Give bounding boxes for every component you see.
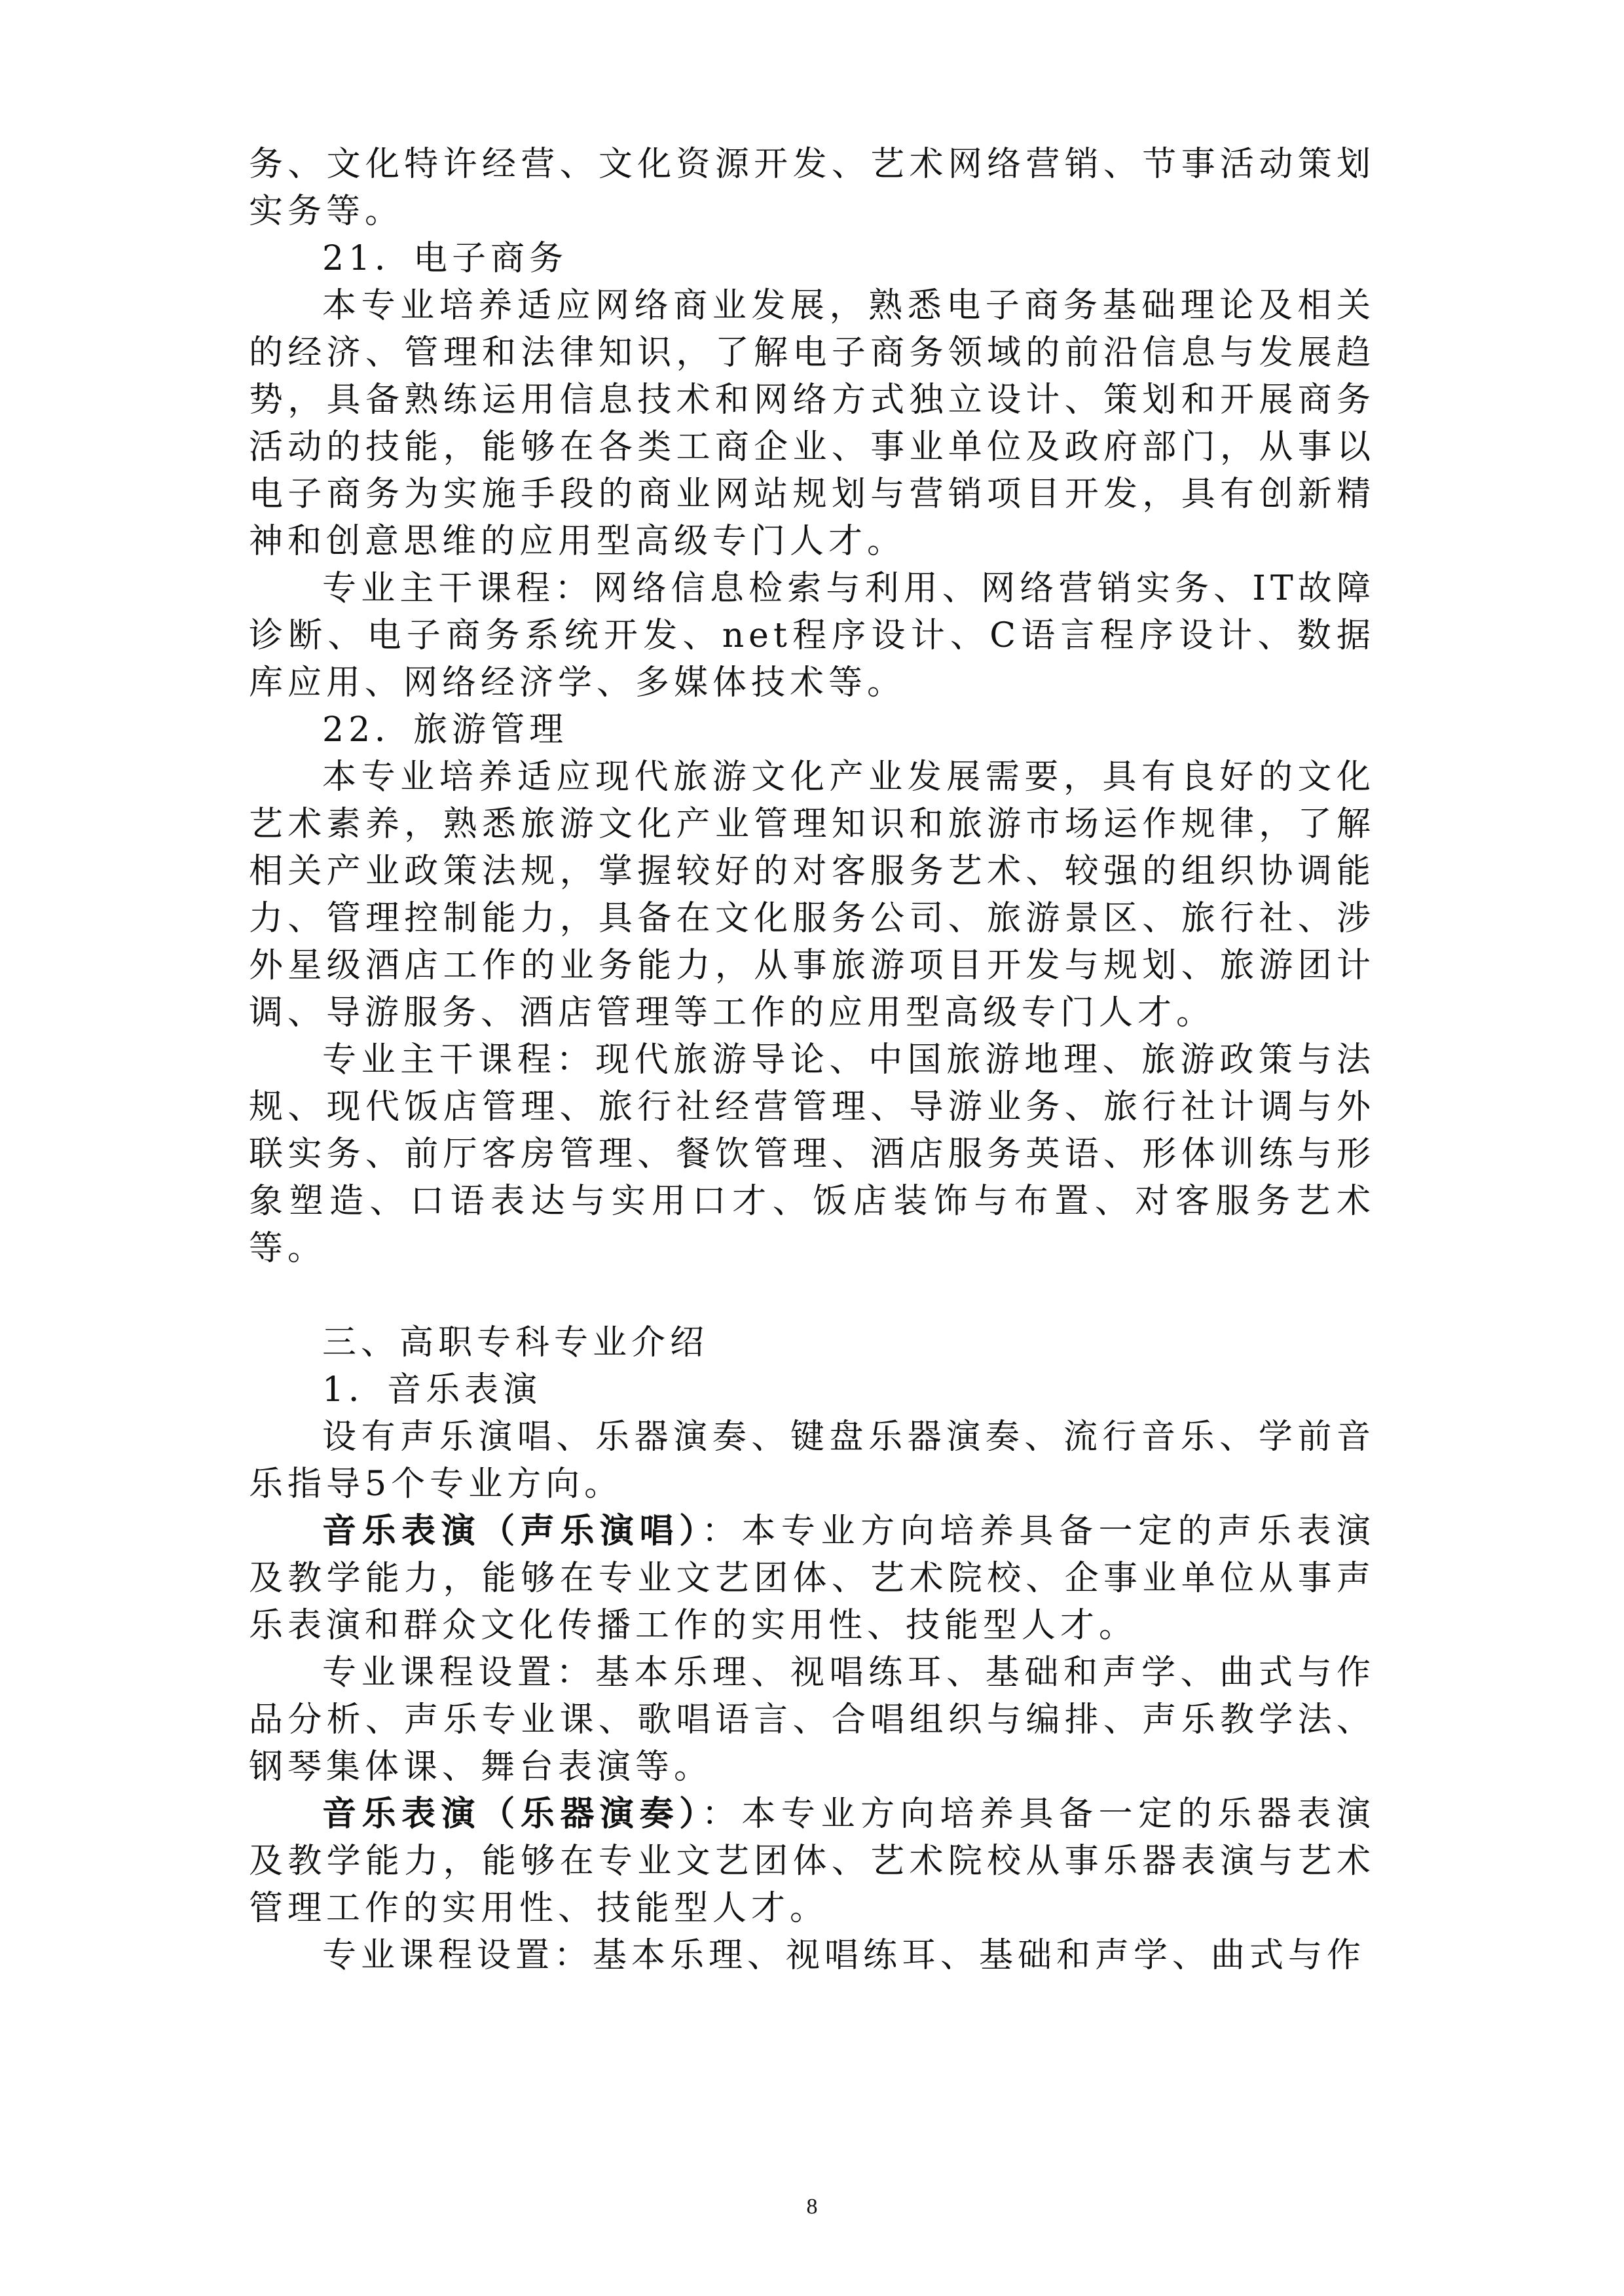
vocal-paragraph (249, 1508, 1375, 1649)
section-21-courses: 专业主干课程：网络信息检索与利用、网络营销实务、IT故障诊断、电子商务系统开发、net程序设计、C语言程序设计、数据库应用、网络经济学、多媒体技术等。 (249, 569, 1375, 702)
section-spacer (249, 1272, 1375, 1319)
instrument-courses: 专业课程设置：基本乐理、视唱练耳、基础和声学、曲式与作 (322, 1936, 1366, 1975)
section-22-heading: 22．旅游管理 (322, 710, 568, 750)
vocal-title: 音乐表演（声乐演唱） (322, 1511, 702, 1551)
page-number: 8 (806, 2195, 818, 2219)
instrument-title: 音乐表演（乐器演奏） (322, 1794, 702, 1834)
section-21-heading: 21．电子商务 (322, 239, 568, 278)
section-22-courses: 专业主干课程：现代旅游导论、中国旅游地理、旅游政策与法规、现代饭店管理、旅行社经营管理、导游业务、旅行社计调与外联实务、前厅客房管理、餐饮管理、酒店服务英语、形体训练与形象塑造、口语表达与实用口才、饭店装饰与布置、对客服务艺术等。 (249, 1040, 1375, 1268)
part-3-heading: 三、高职专科专业介绍 (322, 1323, 709, 1362)
music-performance-heading: 1．音乐表演 (322, 1370, 542, 1410)
document-body (249, 141, 1375, 1979)
section-21-description: 本专业培养适应网络商业发展，熟悉电子商务基础理论及相关的经济、管理和法律知识，了解电子商务领域的前沿信息与发展趋势，具备熟练运用信息技术和网络方式独立设计、策划和开展商务活动的技能，能够在各类工商企业、事业单位及政府部门，从事以电子商务为实施手段的商业网站规划与营销项目开发，具有创新精神和创意思维的应用型高级专门人才。 (249, 286, 1375, 561)
continuation-paragraph: 务、文化特许经营、文化资源开发、艺术网络营销、节事活动策划实务等。 (249, 145, 1375, 231)
instrument-paragraph (249, 1791, 1375, 1932)
instrument-text: ：本专业方向培养具备一定的乐器表演及教学能力，能够在专业文艺团体、艺术院校从事乐器表演与艺术管理工作的实用性、技能型人才。 (249, 1795, 1375, 1928)
music-performance-intro: 设有声乐演唱、乐器演奏、键盘乐器演奏、流行音乐、学前音乐指导5个专业方向。 (249, 1417, 1375, 1504)
section-22-description: 本专业培养适应现代旅游文化产业发展需要，具有良好的文化艺术素养，熟悉旅游文化产业管理知识和旅游市场运作规律，了解相关产业政策法规，掌握较好的对客服务艺术、较强的组织协调能力、管理控制能力，具备在文化服务公司、旅游景区、旅行社、涉外星级酒店工作的业务能力，从事旅游项目开发与规划、旅游团计调、导游服务、酒店管理等工作的应用型高级专门人才。 (249, 757, 1375, 1032)
vocal-text: ：本专业方向培养具备一定的声乐表演及教学能力，能够在专业文艺团体、艺术院校、企事业单位从事声乐表演和群众文化传播工作的实用性、技能型人才。 (249, 1512, 1375, 1645)
vocal-courses: 专业课程设置：基本乐理、视唱练耳、基础和声学、曲式与作品分析、声乐专业课、歌唱语言、合唱组织与编排、声乐教学法、钢琴集体课、舞台表演等。 (249, 1653, 1375, 1787)
